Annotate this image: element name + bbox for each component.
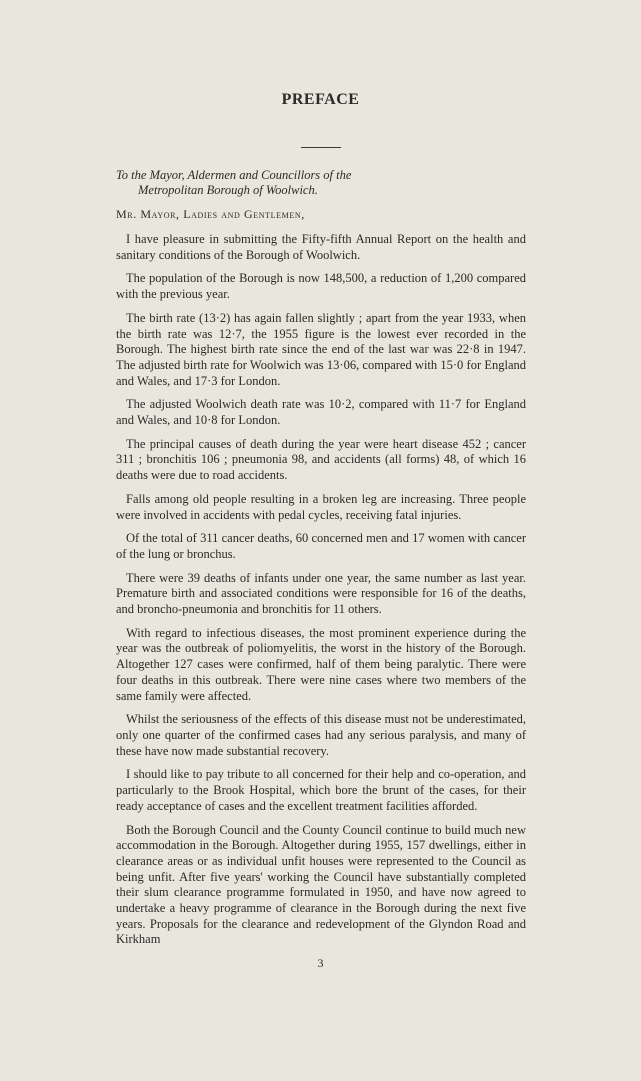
paragraph: There were 39 deaths of infants under one year, the same number as last year. Premature birth and associated conditions were responsible for 16 of the deaths, and broncho-pneumonia and bronchitis for 11 others. bbox=[116, 570, 526, 617]
address-line-2: Metropolitan Borough of Woolwich. bbox=[138, 183, 318, 197]
address-line-1: To the Mayor, Aldermen and Councillors of the bbox=[116, 168, 352, 182]
title-divider bbox=[301, 147, 341, 148]
paragraph: I have pleasure in submitting the Fifty-fifth Annual Report on the health and sanitary conditions of the Borough of Woolwich. bbox=[116, 232, 526, 262]
page-title: PREFACE bbox=[281, 91, 360, 108]
page-number: 3 bbox=[317, 956, 324, 970]
paragraph: Both the Borough Council and the County Council continue to build much new accommodation in the Borough. Altogether during 1955, 157 dwellings, either in clearance areas or as individual unfit houses were represented to the Council as being unfit. After five years' working the Council have substantially completed their slum clearance programme formulated in 1950, and have now agreed to undertake a heavy programme of clearance in the Borough during the next five years. Proposals for the clearance and redevelopment of the Glyndon Road and Kirkham bbox=[116, 822, 526, 947]
paragraph: The population of the Borough is now 148,500, a reduction of 1,200 compared with the previous year. bbox=[116, 271, 526, 302]
salutation: Mr. Mayor, Ladies and Gentlemen, bbox=[116, 207, 305, 221]
paragraph: I should like to pay tribute to all concerned for their help and co-operation, and particularly to the Brook Hospital, which bore the brunt of the cases, for their ready acceptance of cases and the excellent treatment facilities afforded. bbox=[116, 767, 526, 813]
paragraph: Falls among old people resulting in a broken leg are increasing. Three people were involved in accidents with pedal cycles, receiving fatal injuries. bbox=[116, 491, 526, 522]
paragraph: With regard to infectious diseases, the most prominent experience during the year was the outbreak of poliomyelitis, the worst in the history of the Borough. Altogether 127 cases were confirmed, half of them being paralytic. There were four deaths in this outbreak. There were nine cases where two members of the same family were affected. bbox=[116, 625, 526, 703]
paragraph: Of the total of 311 cancer deaths, 60 concerned men and 17 women with cancer of the lung or bronchus. bbox=[116, 531, 526, 561]
paragraph: The adjusted Woolwich death rate was 10·2, compared with 11·7 for England and Wales, and 10·8 for London. bbox=[116, 397, 526, 428]
body-text bbox=[116, 232, 526, 956]
paragraph: Whilst the seriousness of the effects of this disease must not be underestimated, only one quarter of the confirmed cases had any serious paralysis, and many of these have now made substantial recovery. bbox=[116, 712, 526, 758]
address-block bbox=[116, 168, 536, 198]
paragraph: The birth rate (13·2) has again fallen slightly ; apart from the year 1933, when the birth rate was 12·7, the 1955 figure is the lowest ever recorded in the Borough. The highest birth rate since the end of the last war was 22·8 in 1947. The adjusted birth rate for Woolwich was 13·06, compared with 15·0 for England and Wales, and 17·3 for London. bbox=[116, 310, 526, 388]
paragraph: The principal causes of death during the year were heart disease 452 ; cancer 311 ; bronchitis 106 ; pneumonia 98, and accidents (all forms) 48, of which 16 deaths were due to road accidents. bbox=[116, 436, 526, 483]
